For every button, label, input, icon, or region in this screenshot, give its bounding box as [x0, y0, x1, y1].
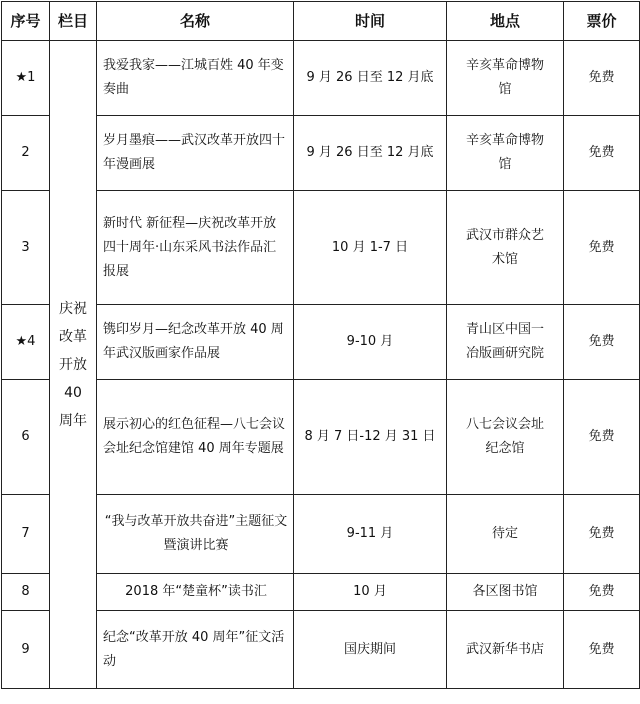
table-row: [2, 574, 640, 611]
events-table: [1, 1, 640, 689]
row-price: 免费: [564, 611, 640, 689]
row-no: 7: [2, 495, 50, 574]
header-name: 名称: [97, 2, 294, 41]
table-row: [2, 41, 640, 116]
row-time: 10 月: [294, 574, 447, 611]
row-name: “我与改革开放共奋进”主题征文暨演讲比赛: [97, 495, 294, 574]
header-time: 时间: [294, 2, 447, 41]
row-price: 免费: [564, 116, 640, 191]
header-category: 栏目: [50, 2, 97, 41]
header-price: 票价: [564, 2, 640, 41]
table-row: [2, 191, 640, 305]
row-name: 2018 年“楚童杯”读书汇: [97, 574, 294, 611]
table-row: [2, 305, 640, 380]
row-name: 展示初心的红色征程—八七会议会址纪念馆建馆 40 周年专题展: [97, 380, 294, 495]
row-time: 9 月 26 日至 12 月底: [294, 116, 447, 191]
row-place: 辛亥革命博物馆: [447, 116, 564, 191]
row-time: 9-10 月: [294, 305, 447, 380]
row-place: 八七会议会址纪念馆: [447, 380, 564, 495]
category-cell: 庆祝改革开放40周年: [50, 41, 97, 689]
header-place: 地点: [447, 2, 564, 41]
table-row: [2, 380, 640, 495]
row-place: 青山区中国一冶版画研究院: [447, 305, 564, 380]
table-row: [2, 611, 640, 689]
row-name: 我爱我家——江城百姓 40 年变奏曲: [97, 41, 294, 116]
row-price: 免费: [564, 191, 640, 305]
row-price: 免费: [564, 574, 640, 611]
row-no: 2: [2, 116, 50, 191]
row-price: 免费: [564, 41, 640, 116]
row-name: 镌印岁月—纪念改革开放 40 周年武汉版画家作品展: [97, 305, 294, 380]
row-no: 9: [2, 611, 50, 689]
header-no: 序号: [2, 2, 50, 41]
row-time: 8 月 7 日-12 月 31 日: [294, 380, 447, 495]
row-no: ★1: [2, 41, 50, 116]
row-price: 免费: [564, 380, 640, 495]
row-place: 各区图书馆: [447, 574, 564, 611]
header-row: [2, 2, 640, 41]
row-name: 纪念“改革开放 40 周年”征文活动: [97, 611, 294, 689]
table-row: [2, 495, 640, 574]
row-price: 免费: [564, 495, 640, 574]
row-time: 9-11 月: [294, 495, 447, 574]
row-no: 6: [2, 380, 50, 495]
row-price: 免费: [564, 305, 640, 380]
row-time: 10 月 1-7 日: [294, 191, 447, 305]
row-no: 8: [2, 574, 50, 611]
row-name: 新时代 新征程—庆祝改革开放四十周年·山东采风书法作品汇报展: [97, 191, 294, 305]
row-time: 国庆期间: [294, 611, 447, 689]
row-no: 3: [2, 191, 50, 305]
row-place: 辛亥革命博物馆: [447, 41, 564, 116]
row-place: 武汉新华书店: [447, 611, 564, 689]
row-time: 9 月 26 日至 12 月底: [294, 41, 447, 116]
row-no: ★4: [2, 305, 50, 380]
row-name: 岁月墨痕——武汉改革开放四十年漫画展: [97, 116, 294, 191]
row-place: 待定: [447, 495, 564, 574]
row-place: 武汉市群众艺术馆: [447, 191, 564, 305]
table-row: [2, 116, 640, 191]
